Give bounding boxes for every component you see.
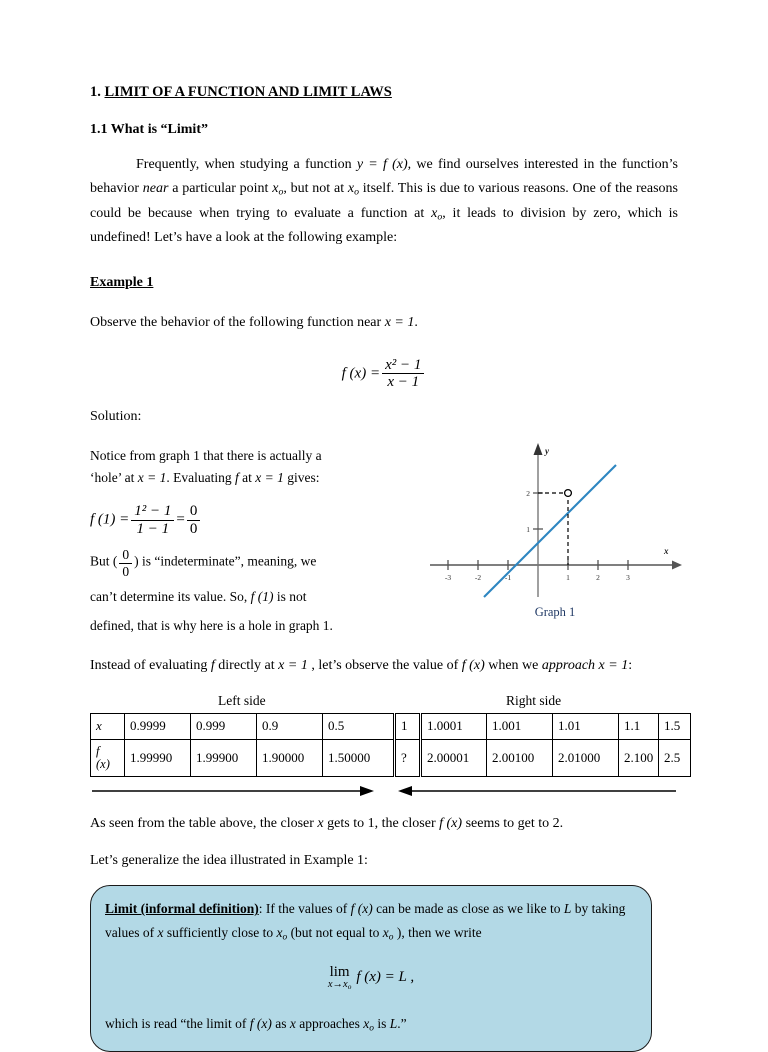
- graph-caption: Graph 1: [534, 605, 576, 620]
- svg-text:-2: -2: [474, 573, 482, 583]
- read-L: L: [389, 1016, 398, 1032]
- line3-frac-num: 0: [122, 547, 130, 563]
- f-of-one-equation: [90, 503, 390, 538]
- intro-math1: y = f (x): [356, 157, 408, 173]
- explanation-and-graph: [90, 445, 678, 636]
- explanation-line4-a: can’t determine its value. So,: [90, 588, 251, 604]
- limit-equation-body: f (x) = L ,: [356, 968, 415, 985]
- definition-line1-d: sufficiently close to: [163, 924, 277, 940]
- title-text: LIMIT OF A FUNCTION AND LIMIT LAWS: [104, 84, 392, 100]
- conclusion-part3: seems to get to 2.: [462, 815, 564, 831]
- explanation-line2-c: at: [238, 470, 256, 486]
- approach-part3: , let’s observe the value of: [307, 658, 462, 674]
- observe-math: x = 1: [384, 314, 415, 330]
- cell-right-f-0: 2.00001: [421, 739, 487, 776]
- limit-sub-text: x→x: [327, 978, 348, 990]
- left-side-label: Left side: [218, 692, 266, 708]
- x-axis-label: x: [664, 546, 669, 557]
- f1-equals: =: [176, 511, 185, 528]
- definition-line1-e: (but not equal to: [287, 924, 383, 940]
- observe-line: [90, 311, 678, 335]
- cell-right-f-4: 2.5: [659, 739, 691, 776]
- cell-right-f-2: 2.01000: [553, 739, 619, 776]
- explanation-line2-b: . Evaluating: [166, 470, 235, 486]
- conclusion-part1: As seen from the table above, the closer: [90, 815, 318, 831]
- f1-frac1-num: 1² − 1: [134, 502, 172, 519]
- intro-part3: a particular point: [168, 181, 273, 197]
- explanation-line2-a: ‘hole’ at: [90, 470, 138, 486]
- cell-right-x-3: 1.1: [619, 713, 659, 739]
- definition-text: [105, 897, 637, 946]
- intro-part5: itself. This is due to various reasons. One of the reasons could be because when trying to evaluate a function at: [90, 181, 678, 221]
- explanation-line4-b: is not: [273, 588, 307, 604]
- definition-line1-xo: x: [276, 924, 283, 940]
- generalize-line: Let’s generalize the idea illustrated in Example 1:: [90, 853, 368, 869]
- hole-marker: [565, 490, 572, 497]
- conclusion-math1: x: [317, 815, 324, 831]
- cell-left-x-0: 0.9999: [125, 713, 191, 739]
- explanation-line3-b: ) is “indeterminate”, meaning, we: [134, 554, 317, 570]
- definition-read-line: [105, 1012, 637, 1037]
- table-row: [91, 713, 691, 739]
- row-f-label-top: f: [96, 743, 100, 758]
- example-heading: Example 1: [90, 274, 154, 290]
- read-xo-sub: o: [369, 1023, 375, 1034]
- y-axis-tick-labels: [526, 489, 530, 534]
- solution-label: Solution:: [90, 409, 142, 425]
- right-approach-arrowhead: [398, 786, 412, 796]
- cell-left-f-2: 1.90000: [257, 739, 323, 776]
- svg-text:-3: -3: [444, 573, 452, 583]
- limit-sub-o: o: [347, 981, 352, 991]
- main-equation-denominator: x − 1: [382, 373, 424, 391]
- row-f-label: [91, 739, 125, 776]
- conclusion-math2: f (x): [439, 815, 463, 831]
- definition-line1-xo-sub: o: [282, 932, 288, 943]
- definition-line1-c: by taking values of: [105, 901, 626, 940]
- approach-part2: directly at: [214, 658, 279, 674]
- explanation-line2-math2: x = 1: [255, 470, 284, 486]
- graph-svg: [424, 437, 686, 607]
- explanation-text: [90, 445, 390, 636]
- title-number: 1.: [90, 84, 101, 100]
- svg-text:1: 1: [526, 525, 530, 535]
- intro-math4-sub: o: [437, 211, 443, 223]
- main-equation-fraction: [382, 357, 424, 392]
- definition-title: Limit (informal definition): [105, 901, 259, 917]
- explanation-line2-d: gives:: [283, 470, 320, 486]
- definition-line1-math: f (x): [350, 901, 373, 917]
- approach-part1: Instead of evaluating: [90, 658, 211, 674]
- limit-equation: [105, 964, 637, 990]
- cell-left-f-3: 1.50000: [323, 739, 395, 776]
- cell-right-x-4: 1.5: [659, 713, 691, 739]
- approach-paragraph: [90, 654, 678, 678]
- read-xo: x: [363, 1016, 370, 1032]
- explanation-line2: [90, 467, 390, 489]
- cell-mid-x: 1: [395, 713, 421, 739]
- f1-frac1-den: 1 − 1: [131, 520, 174, 538]
- intro-part4: , but not at: [283, 181, 348, 197]
- cell-right-x-1: 1.001: [487, 713, 553, 739]
- cell-left-f-0: 1.99990: [125, 739, 191, 776]
- approach-part4: when we: [484, 658, 542, 674]
- explanation-line3: [90, 547, 390, 578]
- explanation-line4-math: f (1): [250, 588, 274, 604]
- y-axis-label: y: [545, 446, 549, 457]
- definition-line1-L: L: [563, 901, 572, 917]
- cell-left-x-3: 0.5: [323, 713, 395, 739]
- f1-fraction-2: [187, 503, 201, 538]
- intro-part1: Frequently, when studying a function: [136, 157, 357, 173]
- read-e: .”: [397, 1016, 407, 1032]
- definition-line1-f: ), then we write: [393, 924, 482, 940]
- definition-box: [90, 885, 652, 1052]
- read-a: which is read “the limit of: [105, 1016, 250, 1032]
- explanation-line2-f: f: [234, 470, 239, 486]
- cell-right-f-1: 2.00100: [487, 739, 553, 776]
- intro-math2: x: [272, 181, 279, 197]
- f1-lhs: f (1) =: [90, 511, 130, 528]
- approach-part6: :: [628, 658, 633, 674]
- approach-f: f: [210, 658, 215, 674]
- conclusion-paragraph: [90, 812, 678, 836]
- definition-line1-x: x: [157, 924, 164, 940]
- approach-emphasis: approach: [541, 658, 596, 674]
- svg-text:3: 3: [626, 573, 630, 583]
- approach-math1: x = 1: [278, 658, 308, 674]
- svg-text:2: 2: [526, 489, 530, 499]
- read-math: f (x): [249, 1016, 272, 1032]
- definition-line1-xo2: x: [382, 924, 389, 940]
- approach-arrows: [90, 780, 678, 804]
- limit-operator-lim: lim: [329, 963, 350, 980]
- right-side-label: Right side: [506, 692, 562, 708]
- svg-text:-1: -1: [504, 573, 512, 583]
- svg-text:1: 1: [566, 573, 570, 583]
- approach-math3: x = 1: [598, 658, 629, 674]
- read-b: as: [271, 1016, 290, 1032]
- main-equation: [90, 357, 678, 392]
- intro-math3: x: [347, 181, 355, 197]
- section-heading: 1.1 What is “Limit”: [90, 122, 208, 138]
- definition-line1-a: : If the values of: [258, 901, 351, 917]
- cell-right-f-3: 2.100: [619, 739, 659, 776]
- approach-math2: f (x): [461, 658, 485, 674]
- line3-frac-den: 0: [119, 563, 132, 579]
- main-equation-numerator: x² − 1: [385, 356, 422, 373]
- observe-period: .: [414, 314, 418, 330]
- main-equation-lhs: f (x) =: [341, 365, 381, 382]
- cell-mid-f: ?: [395, 739, 421, 776]
- conclusion-part2: gets to 1, the closer: [323, 815, 440, 831]
- read-c: approaches: [295, 1016, 364, 1032]
- cell-left-f-1: 1.99900: [191, 739, 257, 776]
- explanation-line2-math: x = 1: [137, 470, 167, 486]
- definition-line1-xo2-sub: o: [388, 932, 394, 943]
- intro-math2-sub: o: [278, 187, 284, 198]
- y-axis-arrowhead: [534, 443, 543, 455]
- intro-paragraph: [90, 153, 678, 250]
- page-title: [90, 84, 678, 101]
- intro-emphasis: near: [142, 181, 169, 197]
- explanation-line3-a: But (: [90, 554, 118, 570]
- table-row: [91, 739, 691, 776]
- row-x-label: x: [91, 713, 125, 739]
- read-d: is: [374, 1016, 390, 1032]
- explanation-line5: defined, that is why here is a hole in graph 1.: [90, 617, 333, 633]
- intro-part6: , it leads to division by zero, which is undefined! Let’s have a look at the following example:: [90, 205, 678, 246]
- explanation-line1: Notice from graph 1 that there is actually a: [90, 448, 322, 464]
- intro-math3-sub: o: [354, 187, 359, 198]
- cell-left-x-1: 0.999: [191, 713, 257, 739]
- table-side-labels: [90, 693, 678, 713]
- f1-frac2-den: 0: [187, 520, 201, 538]
- explanation-line4: [90, 586, 390, 608]
- cell-left-x-2: 0.9: [257, 713, 323, 739]
- graph-figure: [424, 437, 686, 627]
- intro-math4: x: [431, 205, 438, 221]
- limit-operator: [328, 965, 352, 991]
- document-content: [90, 84, 681, 1052]
- values-table: [90, 713, 691, 777]
- x-axis-arrowhead: [672, 561, 682, 570]
- intro-part2: , we find ourselves interested in the function’s behavior: [90, 157, 678, 197]
- limit-operator-subscript: [328, 980, 352, 991]
- f1-fraction-1: [131, 503, 174, 538]
- approach-arrows-svg: [90, 780, 678, 804]
- definition-line1-b: can be made as close as we like to: [372, 901, 564, 917]
- svg-text:2: 2: [596, 573, 600, 583]
- observe-text: Observe the behavior of the following function near: [90, 314, 385, 330]
- zero-over-zero-fraction: [119, 547, 132, 578]
- row-f-label-bottom: (x): [96, 756, 110, 771]
- left-approach-arrowhead: [360, 786, 374, 796]
- read-x: x: [289, 1016, 296, 1032]
- cell-right-x-0: 1.0001: [421, 713, 487, 739]
- f1-frac2-num: 0: [189, 502, 198, 519]
- cell-right-x-2: 1.01: [553, 713, 619, 739]
